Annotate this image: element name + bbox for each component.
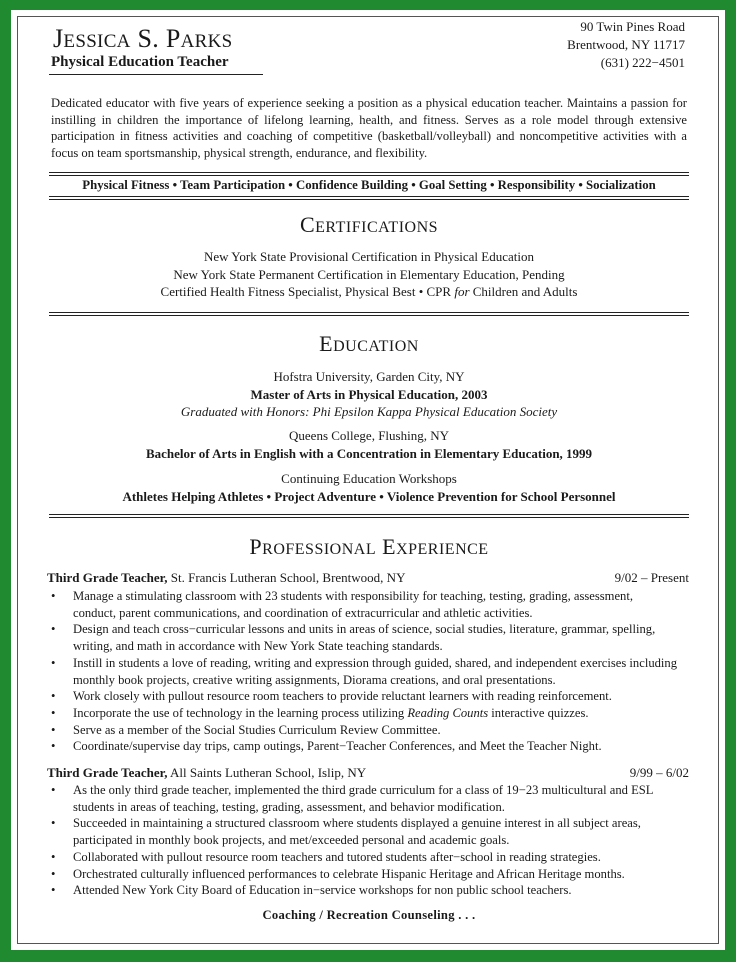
- list-item: • Work closely with pullout resource room teachers to provide reluctant learners with reading reinforcement.: [47, 688, 677, 705]
- certifications-divider: [49, 312, 689, 316]
- job-heading-2: Third Grade Teacher, All Saints Lutheran School, Islip, NY 9/99 – 6/02: [47, 765, 689, 780]
- list-item: • Serve as a member of the Social Studies Curriculum Review Committee.: [47, 722, 677, 739]
- list-item: • Collaborated with pullout resource room teachers and tutored students after−school in reading strategies.: [47, 849, 677, 866]
- list-item: • Succeeded in maintaining a structured classroom where students displayed a genuine interest in all subject areas, participated in monthly book projects, and met/exceeded personal and academic goals.: [47, 815, 677, 848]
- skills-bottom-divider: [49, 196, 689, 200]
- job-heading-1: Third Grade Teacher, St. Francis Lutheran School, Brentwood, NY 9/02 – Present: [47, 570, 689, 585]
- job-title: Physical Education Teacher: [51, 54, 229, 70]
- continued-footer: Coaching / Recreation Counseling . . .: [262, 908, 476, 922]
- degree: Master of Arts in Physical Education, 2003: [250, 386, 488, 402]
- workshops-label: Continuing Education Workshops: [281, 471, 457, 486]
- phone-number: (631) 222−4501: [600, 55, 685, 70]
- certifications-heading: CERTIFICATIONS: [299, 212, 439, 237]
- resume-page: [11, 10, 725, 950]
- skills-top-divider: [49, 172, 689, 176]
- list-item: • Orchestrated culturally influenced performances to celebrate Hispanic Heritage and African Heritage months.: [47, 866, 677, 883]
- certification-item: New York State Provisional Certification in Physical Education: [203, 249, 534, 264]
- degree: Bachelor of Arts in English with a Concentration in Elementary Education, 1999: [145, 445, 593, 461]
- list-item: • Incorporate the use of technology in the learning process utilizing Reading Counts interactive quizzes.: [47, 705, 677, 722]
- education-entry-1: [49, 368, 689, 421]
- job-dates: 9/02 – Present: [614, 570, 689, 585]
- candidate-name: JESSICA S. PARKS: [53, 24, 233, 53]
- workshops-entry: [49, 470, 689, 505]
- school-name: Queens College, Flushing, NY: [289, 428, 449, 443]
- job-1-bullets: [47, 588, 677, 755]
- list-item: • Coordinate/supervise day trips, camp outings, Parent−Teacher Conferences, and Meet the Teacher Night.: [47, 738, 677, 755]
- contact-block: [567, 18, 685, 72]
- certification-item: Certified Health Fitness Specialist, Physical Best • CPR for Children and Adults: [160, 284, 578, 299]
- school-name: Hofstra University, Garden City, NY: [273, 369, 465, 384]
- address-line-2: Brentwood, NY 11717: [567, 37, 685, 52]
- list-item: • Instill in students a love of reading, writing and expression through guided, shared, and independent exercises including monthly book projects, creative writing assignments, Diorama creations, and oral presentations.: [47, 655, 677, 688]
- education-divider: [49, 514, 689, 518]
- certification-item: New York State Permanent Certification in Elementary Education, Pending: [173, 266, 565, 282]
- education-heading: EDUCATION: [319, 331, 419, 356]
- header-divider: [49, 74, 263, 75]
- experience-heading: PROFESSIONAL EXPERIENCE: [249, 534, 489, 559]
- list-item: • Attended New York City Board of Education in−service workshops for non public school teachers.: [47, 882, 677, 899]
- list-item: • Manage a stimulating classroom with 23 students with responsibility for teaching, testing, grading, assessment, conduct, parent communications, and coordination of extracurricular and athletic activities.: [47, 588, 677, 621]
- address-line-1: 90 Twin Pines Road: [580, 19, 685, 34]
- summary-paragraph: Dedicated educator with five years of experience seeking a position as a physical education teacher. Maintains a passion for instilling in children the importance of lifelong learning, health, and fitness. Serves as a role model through extensive participation in fitness activities and coaching of competitive (basketball/volleyball) and noncompetitive activities with a focus on team sportsmanship, physical strength, endurance, and flexibility.: [51, 96, 687, 160]
- list-item: • As the only third grade teacher, implemented the third grade curriculum for a class of 19−23 multicultural and ESL students in areas of teaching, testing, grading, assessment, and behavior modification.: [47, 782, 677, 815]
- list-item: • Design and teach cross−curricular lessons and units in areas of science, social studies, literature, grammar, spelling, writing, and math in accordance with New York State teaching standards.: [47, 621, 677, 654]
- honors: Graduated with Honors: Phi Epsilon Kappa Physical Education Society: [180, 404, 558, 419]
- education-entry-2: [49, 427, 689, 462]
- job-dates: 9/99 – 6/02: [629, 765, 689, 780]
- certifications-list: [49, 248, 689, 301]
- job-2-bullets: [47, 782, 677, 899]
- skills-line: Physical Fitness • Team Participation • Confidence Building • Goal Setting • Responsibility • Socialization: [82, 178, 656, 192]
- workshops-list: Athletes Helping Athletes • Project Adventure • Violence Prevention for School Personnel: [122, 488, 616, 504]
